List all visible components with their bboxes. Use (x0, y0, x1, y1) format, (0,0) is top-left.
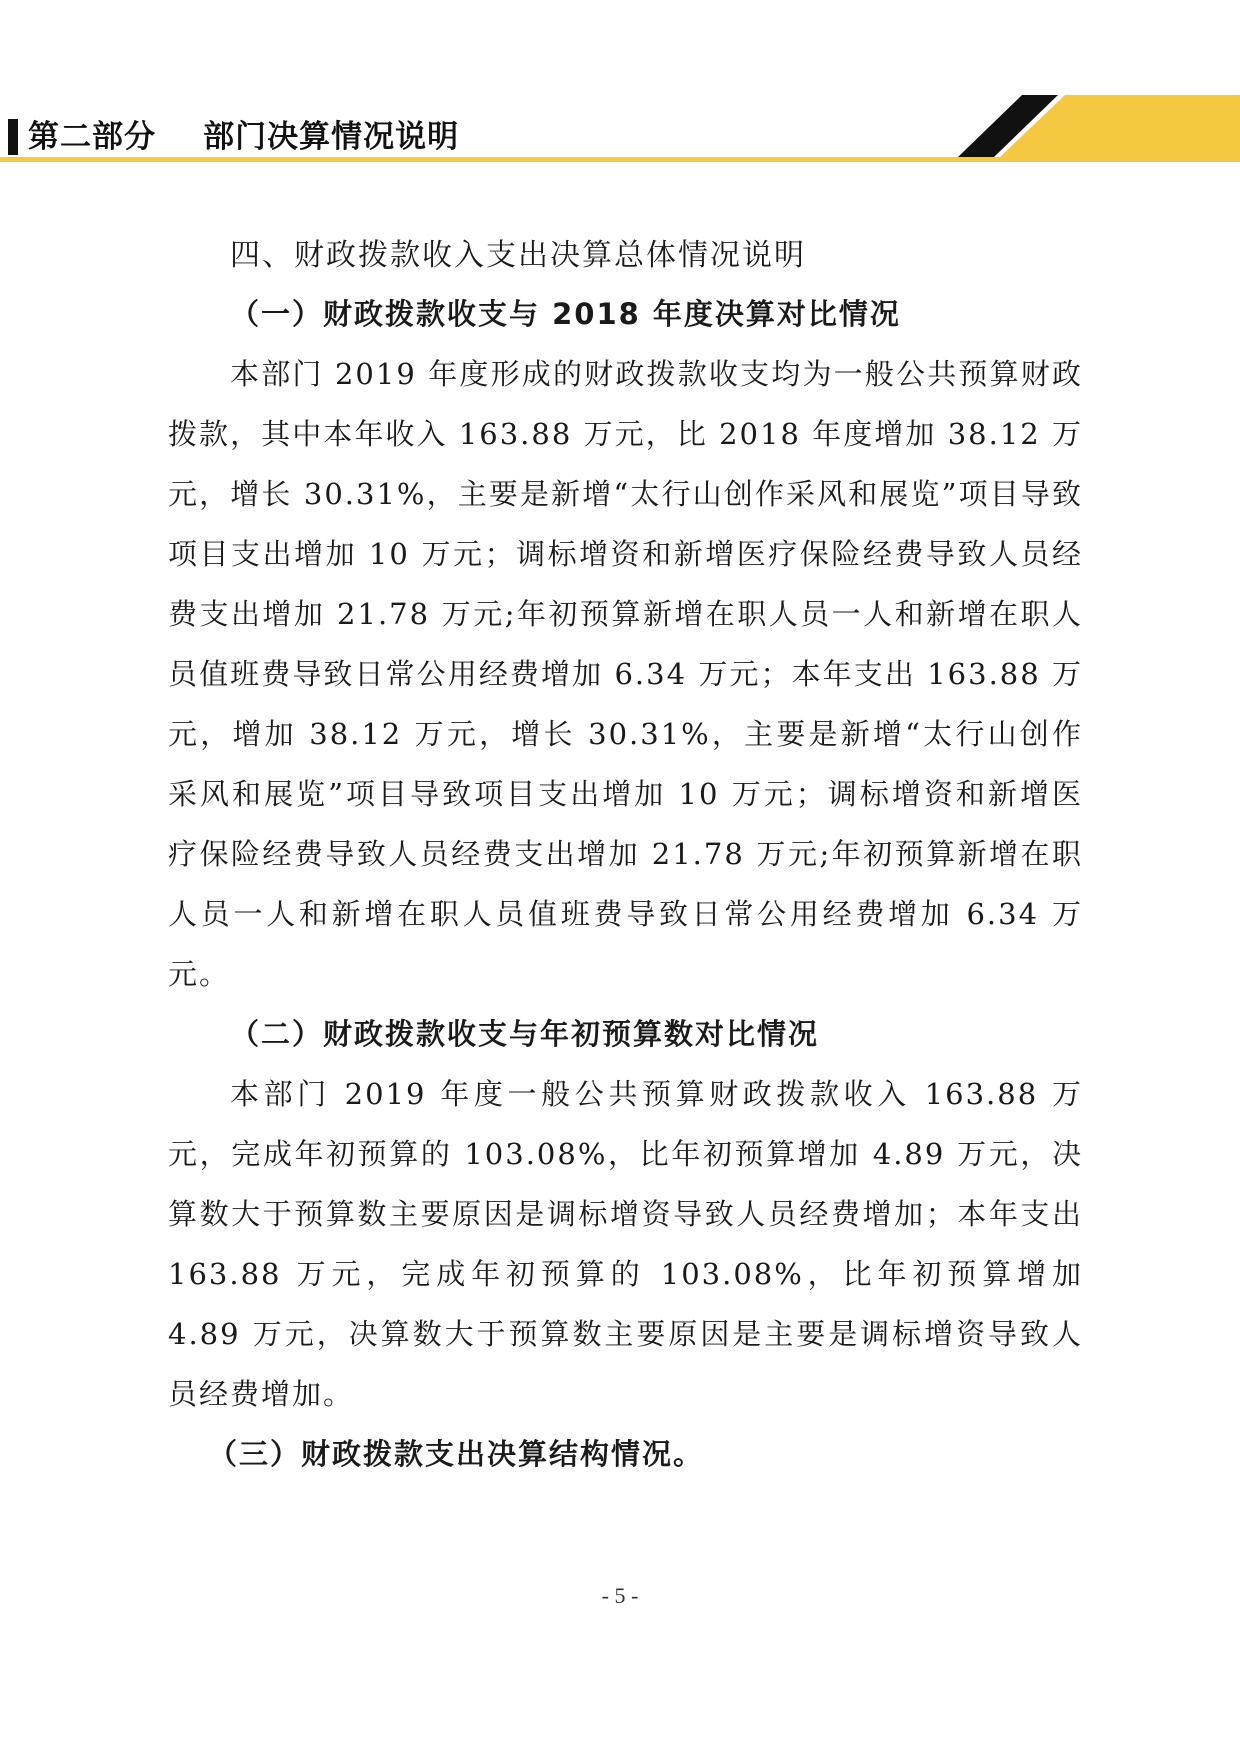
subsection-paragraph-1: 本部门 2019 年度形成的财政拨款收支均为一般公共预算财政拨款，其中本年收入 163.88 万元，比 2018 年度增加 38.12 万元，增长 30.31%，主要是新增“太行山创作采风和展览”项目导致项目支出增加 10 万元；调标增资和新增医疗保险经费导致人员经费支出增加 21.78 万元;年初预算新增在职人员一人和新增在职人员值班费导致日常公用经费增加 6.34 万元；本年支出 163.88 万元，增加 38.12 万元，增长 30.31%，主要是新增“太行山创作采风和展览”项目导致项目支出增加 10 万元；调标增资和新增医疗保险经费导致人员经费支出增加 21.78 万元;年初预算新增在职人员一人和新增在职人员值班费导致日常公用经费增加 6.34 万元。 (168, 357, 1083, 991)
page-number: - 5 - (601, 1583, 639, 1608)
header-title: 第二部分 部门决算情况说明 (28, 119, 460, 155)
subsection-paragraph-2: 本部门 2019 年度一般公共预算财政拨款收入 163.88 万元，完成年初预算的 103.08%，比年初预算增加 4.89 万元，决算数大于预算数主要原因是调标增资导致人员经费增加；本年支出 163.88 万元，完成年初预算的 103.08%，比年初预算增加 4.89 万元，决算数大于预算数主要原因是主要是调标增资导致人员经费增加。 (168, 1077, 1083, 1411)
page-header (0, 95, 1240, 170)
subsection-heading-1: （一）财政拨款收支与 2018 年度决算对比情况 (230, 297, 901, 331)
subsection-heading-3: （三）财政拨款支出决算结构情况。 (208, 1437, 705, 1471)
header-marker (8, 119, 18, 155)
document-body (168, 228, 1083, 1484)
section-heading: 四、财政拨款收入支出决算总体情况说明 (230, 238, 806, 273)
header-underline (0, 157, 1240, 162)
subsection-heading-2: （二）财政拨款收支与年初预算数对比情况 (230, 1017, 820, 1051)
